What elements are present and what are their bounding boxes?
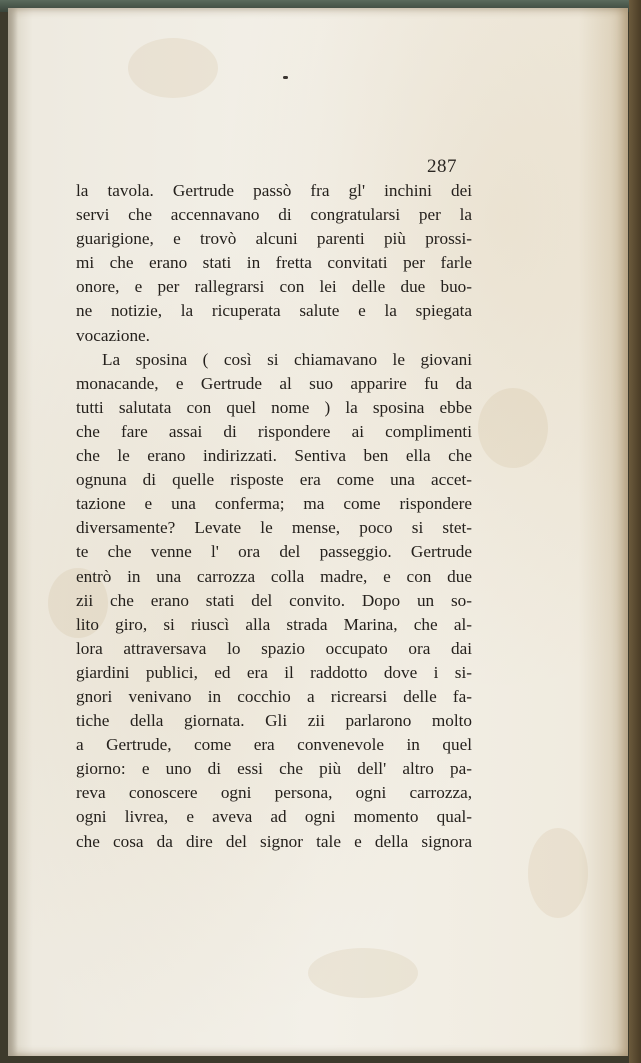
text-line: che fare assai di rispondere ai complimenti <box>76 421 472 441</box>
text-line: te che venne l' ora del passeggio. Gertrude <box>76 542 472 562</box>
text-line: reva conoscere ogni persona, ogni carrozza, <box>76 783 472 803</box>
text-line: lora attraversava lo spazio occupato ora dai <box>76 638 472 658</box>
ink-speck <box>283 76 288 79</box>
text-line: guarigione, e trovò alcuni parenti più prossi- <box>76 229 472 249</box>
text-line: lito giro, si riuscì alla strada Marina, che al- <box>76 614 472 634</box>
text-line: tiche della giornata. Gli zii parlarono molto <box>76 711 472 731</box>
text-line: la tavola. Gertrude passò fra gl' inchini dei <box>76 181 472 200</box>
text-line: La sposina ( così si chiamavano le giovani <box>102 349 472 369</box>
text-line: zii che erano stati del convito. Dopo un so- <box>76 590 472 610</box>
text-line: servi che accennavano di congratularsi per la <box>76 205 472 225</box>
text-line: monacande, e Gertrude al suo apparire fu da <box>76 373 472 393</box>
text-line: mi che erano stati in fretta convitati per farle <box>76 253 472 273</box>
page-number: 287 <box>427 156 457 177</box>
text-line: ogni livrea, e aveva ad ogni momento qual- <box>76 807 472 827</box>
page-gutter-shadow <box>8 8 18 1056</box>
paper-stain <box>128 38 218 98</box>
text-line: ognuna di quelle risposte era come una accet- <box>76 470 472 490</box>
text-line: gnori venivano in cocchio a ricrearsi delle fa- <box>76 686 472 706</box>
text-line: che le erano indirizzati. Sentiva ben ella che <box>76 446 472 466</box>
paper-stain <box>308 948 418 998</box>
paper-stain <box>478 388 548 468</box>
text-line: onore, e per rallegrarsi con lei delle due buo- <box>76 277 472 297</box>
text-line: a Gertrude, come era convenevole in quel <box>76 735 472 755</box>
text-line: che cosa da dire del signor tale e della signora <box>76 831 472 851</box>
book-page <box>8 8 628 1056</box>
text-line: giardini publici, ed era il raddotto dove i si- <box>76 662 472 682</box>
body-text <box>76 179 472 854</box>
text-line: diversamente? Levate le mense, poco si stet- <box>76 518 472 538</box>
text-line: entrò in una carrozza colla madre, e con due <box>76 566 472 586</box>
text-line: tutti salutata con quel nome ) la sposina ebbe <box>76 397 472 417</box>
text-line: giorno: e uno di essi che più dell' altro pa- <box>76 759 472 779</box>
text-line: ne notizie, la ricuperata salute e la spiegata <box>76 301 472 321</box>
book-cover-edge-right <box>629 0 641 1063</box>
text-line: tazione e una conferma; ma come rispondere <box>76 494 472 514</box>
text-line: vocazione. <box>76 325 150 345</box>
paper-stain <box>528 828 588 918</box>
